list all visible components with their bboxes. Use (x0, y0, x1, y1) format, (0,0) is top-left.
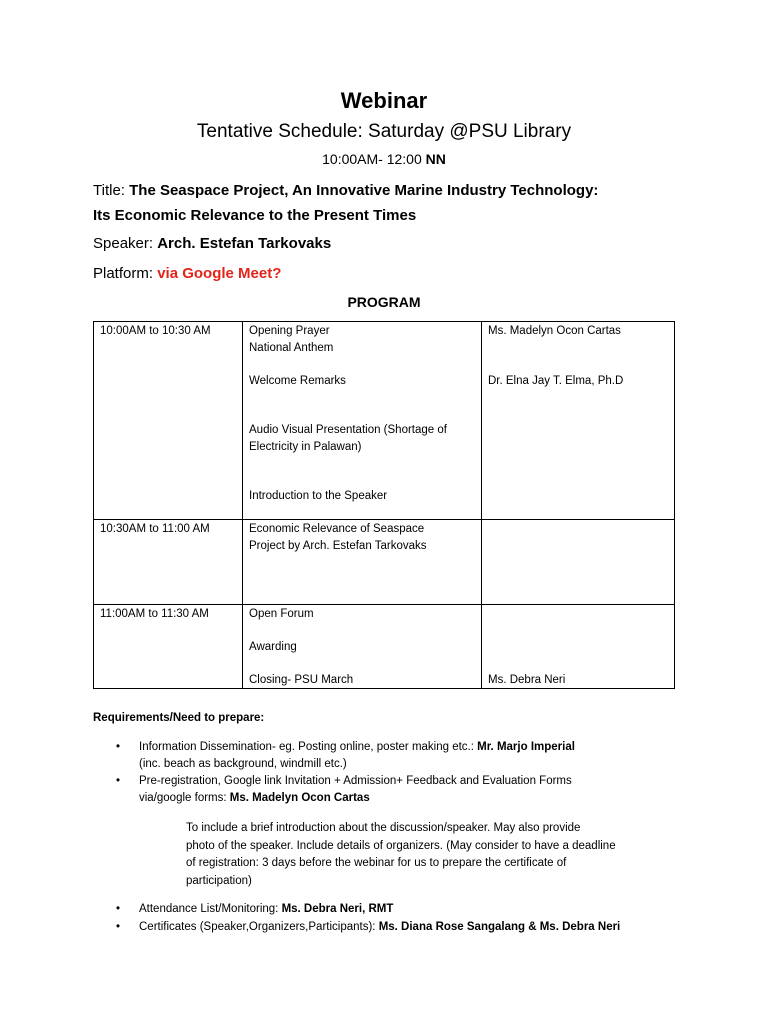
time-range-text: 10:00AM- 12:00 (322, 151, 422, 167)
activity-cell (243, 520, 482, 605)
activity-line (249, 389, 475, 406)
webinar-title-block (93, 178, 683, 228)
time-cell (94, 322, 243, 520)
title-text-line1: The Seaspace Project, An Innovative Marine Industry Technology: (129, 182, 599, 199)
speaker-line (93, 231, 683, 256)
bullet-icon: • (116, 921, 121, 933)
activity-line: Welcome Remarks (249, 374, 346, 387)
person-line (488, 655, 668, 672)
item-assignee: Ms. Madelyn Ocon Cartas (229, 792, 370, 804)
activity-line: National Anthem (249, 341, 334, 354)
requirements-list (93, 739, 693, 807)
table-row (94, 520, 675, 605)
person-line (488, 356, 668, 373)
activity-line (249, 455, 475, 472)
activity-line (249, 554, 475, 571)
list-item (93, 739, 693, 773)
activity-line: Project by Arch. Estefan Tarkovaks (249, 539, 427, 552)
person-cell (482, 322, 675, 520)
time-slot: 10:00AM to 10:30 AM (100, 325, 211, 337)
person-line (488, 639, 668, 656)
bullet-icon: • (116, 741, 121, 753)
program-heading: PROGRAM (347, 294, 421, 310)
item-text-cont: (inc. beach as background, windmill etc.) (139, 758, 347, 770)
person-cell (482, 520, 675, 605)
activity-line: Open Forum (249, 607, 314, 620)
activity-line: Introduction to the Speaker (249, 490, 388, 502)
activity-line: Opening Prayer (249, 325, 330, 337)
person-line (488, 340, 668, 357)
activity-line: Closing- PSU March (249, 673, 354, 686)
activity-line (249, 406, 475, 423)
activity-line (249, 655, 475, 672)
list-item (93, 900, 693, 918)
bullet-icon: • (116, 903, 121, 915)
activity-cell (243, 604, 482, 689)
person-line: Ms. Debra Neri (488, 673, 566, 686)
activity-line (249, 587, 475, 604)
list-item (93, 918, 693, 936)
person-line: Dr. Elna Jay T. Elma, Ph.D (488, 374, 624, 387)
item-assignee: Mr. Marjo Imperial (477, 741, 575, 753)
list-item (93, 773, 693, 807)
item-text-cont: via/google forms: (139, 792, 230, 804)
requirements-heading: Requirements/Need to prepare: (93, 712, 265, 724)
note-line: To include a brief introduction about the discussion/speaker. May also provide (186, 822, 581, 834)
time-cell (94, 604, 243, 689)
activity-line (249, 622, 475, 639)
platform-label: Platform: (93, 265, 158, 282)
person-line: Ms. Madelyn Ocon Cartas (488, 325, 621, 337)
person-line (488, 622, 668, 639)
platform-line (93, 261, 683, 286)
person-cell (482, 604, 675, 689)
item-text: Information Dissemination- eg. Posting online, poster making etc.: (139, 741, 478, 753)
activity-line (249, 472, 475, 489)
activity-line (249, 356, 475, 373)
speaker-name: Arch. Estefan Tarkovaks (157, 235, 332, 252)
bullet-icon: • (116, 775, 121, 787)
note-line: photo of the speaker. Include details of organizers. (May consider to have a deadline (186, 839, 616, 852)
activity-cell (243, 322, 482, 520)
document-title: Webinar (340, 88, 428, 113)
item-text: Attendance List/Monitoring: (139, 903, 282, 915)
item-text: Certificates (Speaker,Organizers,Participants): (139, 921, 379, 933)
requirements-list-2 (93, 900, 693, 936)
program-table (93, 321, 675, 689)
registration-note (186, 820, 686, 890)
activity-line: Awarding (249, 640, 297, 653)
platform-value: via Google Meet? (157, 265, 282, 282)
time-cell (94, 520, 243, 605)
item-assignee: Ms. Diana Rose Sangalang & Ms. Debra Neri (378, 921, 621, 933)
activity-line (249, 571, 475, 588)
activity-line: Electricity in Palawan) (249, 440, 362, 453)
time-range (0, 151, 768, 167)
table-row (94, 604, 675, 689)
time-slot: 11:00AM to 11:30 AM (100, 607, 209, 620)
title-label: Title: (93, 182, 130, 199)
activity-line: Economic Relevance of Seaspace (249, 523, 425, 535)
note-line: participation) (186, 874, 252, 887)
activity-line: Audio Visual Presentation (Shortage of (249, 424, 447, 436)
person-line (488, 606, 668, 623)
speaker-label: Speaker: (93, 235, 158, 252)
item-text: Pre-registration, Google link Invitation + Admission+ Feedback and Evaluation Forms (139, 775, 572, 787)
title-text-line2: Its Economic Relevance to the Present Times (93, 207, 417, 224)
schedule-subtitle: Tentative Schedule: Saturday @PSU Library (196, 121, 572, 142)
table-row (94, 322, 675, 520)
note-line: of registration: 3 days before the webinar for us to prepare the certificate of (186, 857, 567, 869)
time-slot: 10:30AM to 11:00 AM (100, 523, 210, 535)
time-suffix: NN (425, 151, 446, 167)
item-assignee: Ms. Debra Neri, RMT (281, 903, 394, 915)
